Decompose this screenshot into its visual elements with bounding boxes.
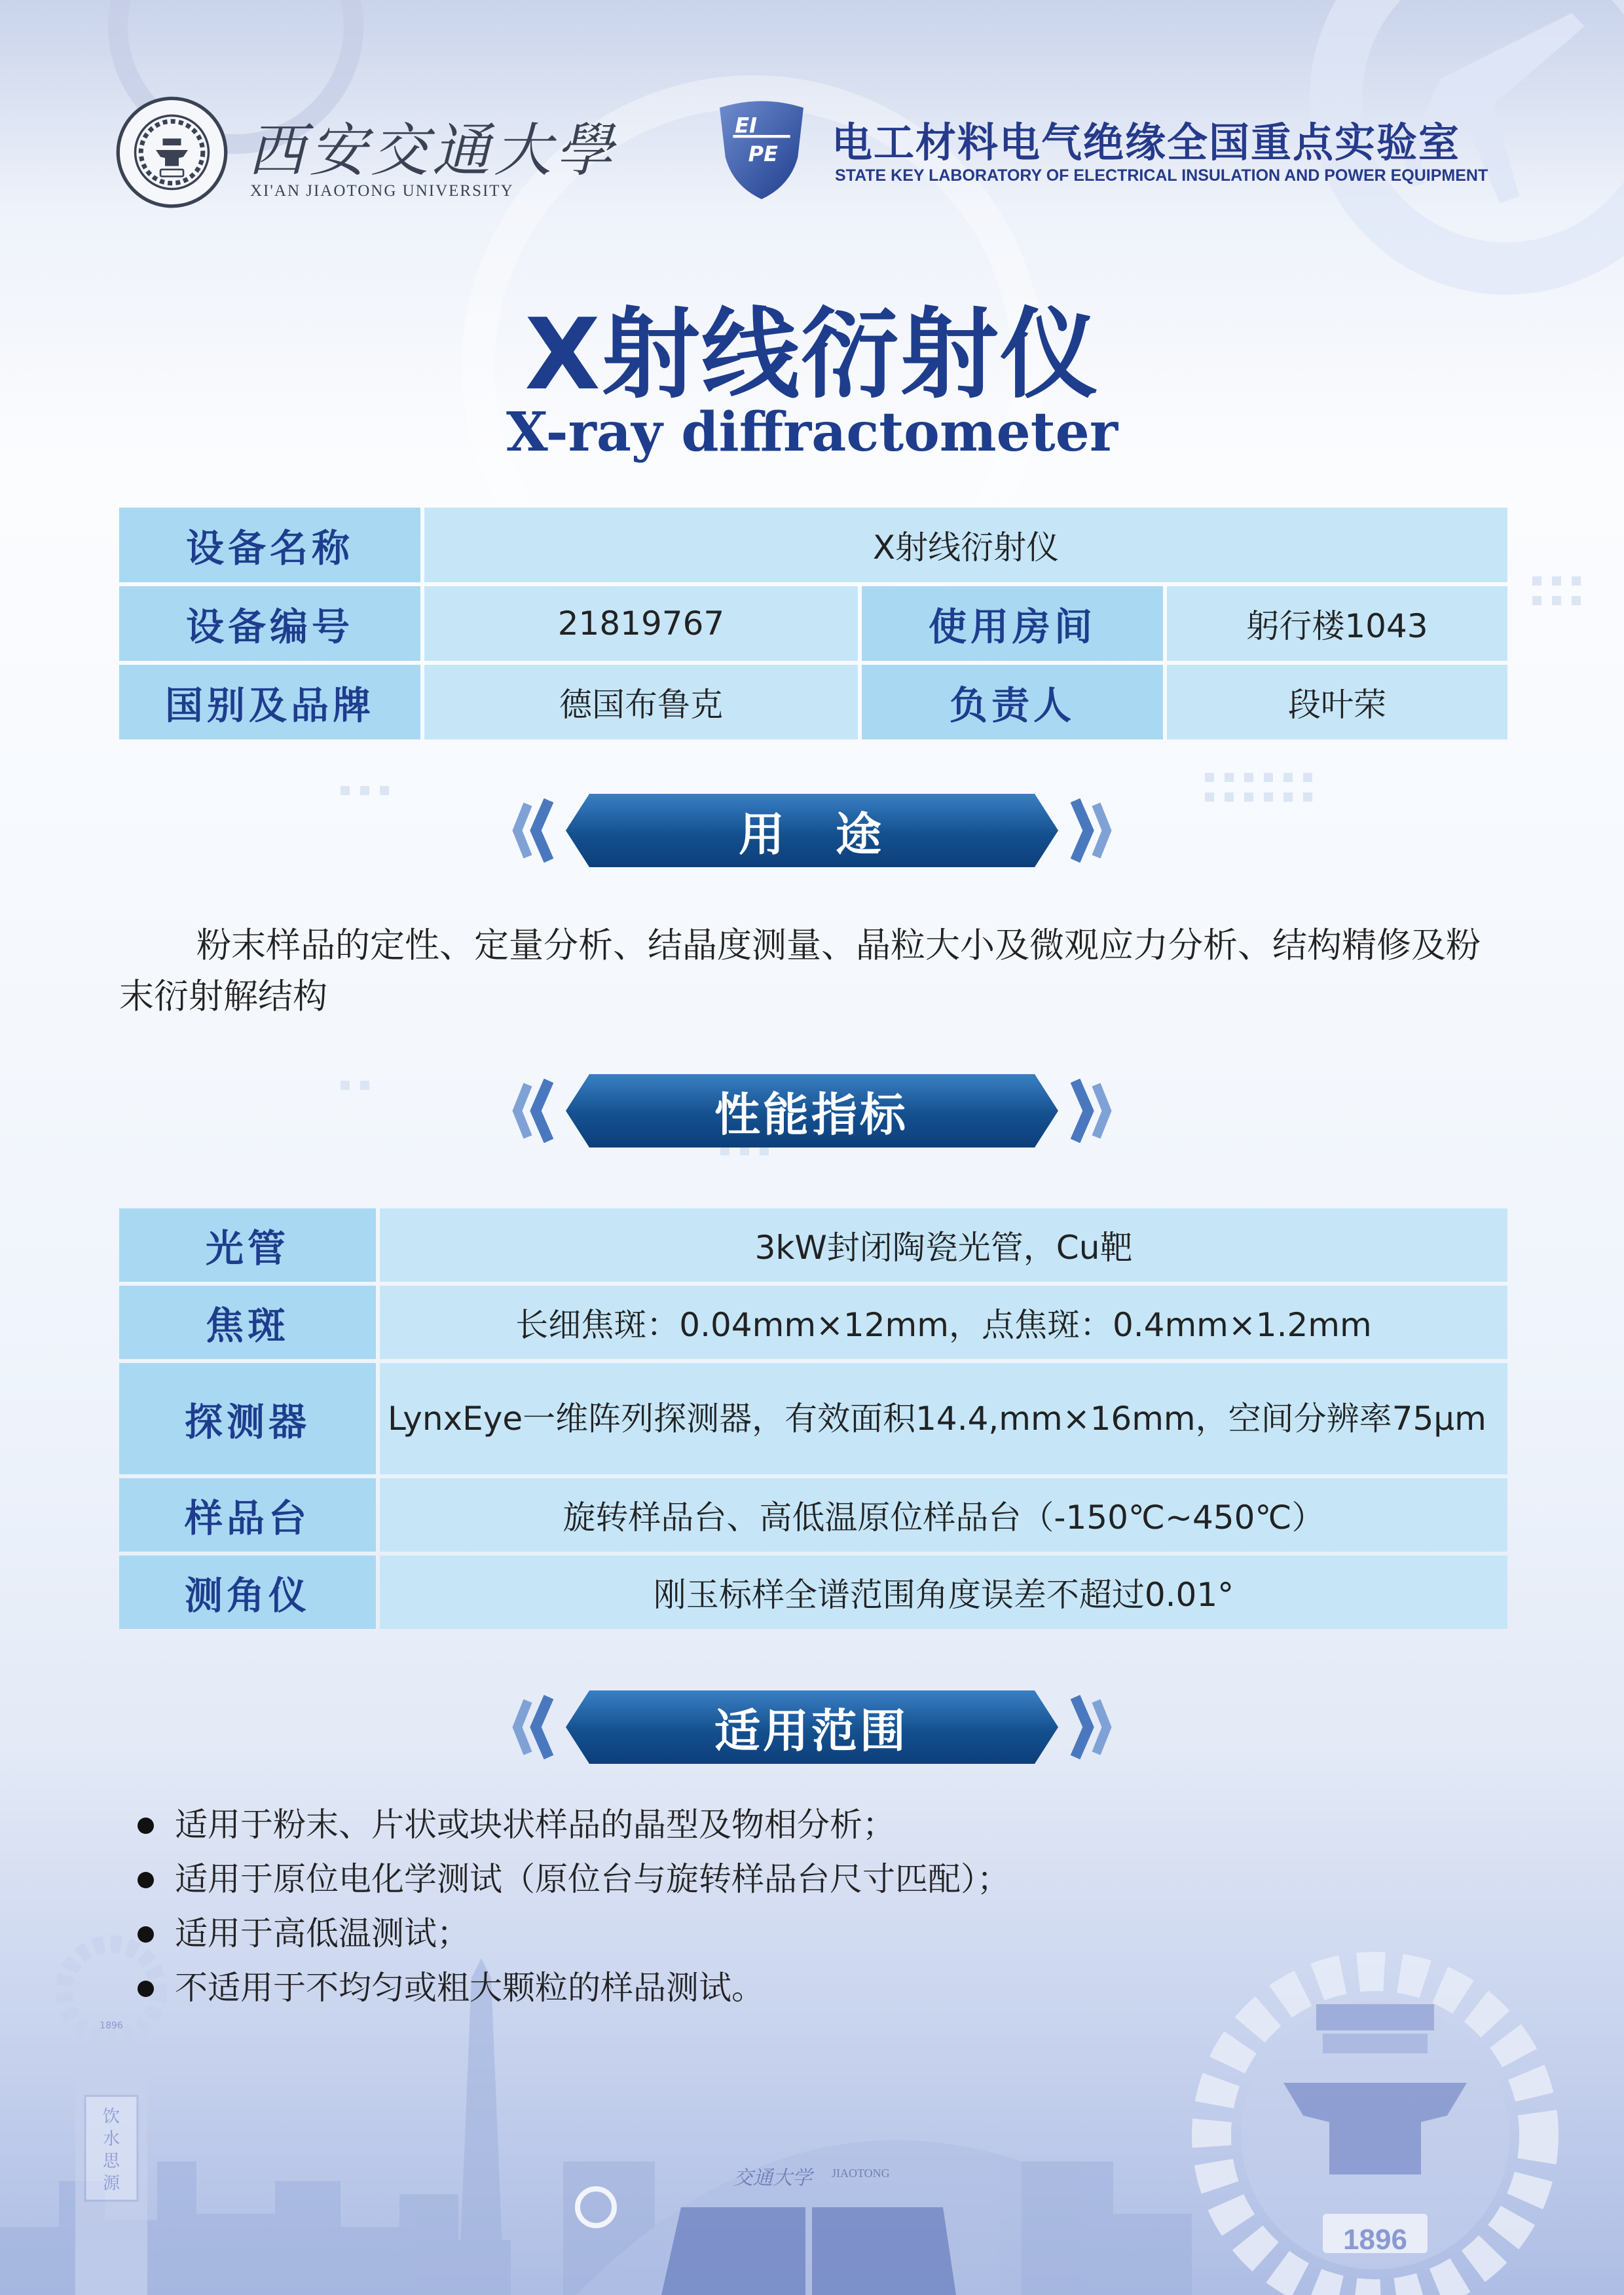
scope-item-text: 适用于原位电化学测试（原位台与旋转样品台尺寸匹配）； (175, 1860, 1010, 1898)
list-item (134, 1852, 1477, 1907)
badge-year: 1896 (1343, 2224, 1407, 2256)
scope-list (134, 1798, 1477, 2015)
room-value: 躬行楼1043 (1167, 586, 1507, 661)
lab-name-en: STATE KEY LABORATORY OF ELECTRICAL INSULATION AND POWER EQUIPMENT (835, 166, 1488, 185)
id-value: 21819767 (424, 586, 858, 661)
spec-label: 光管 (119, 1208, 376, 1282)
svg-text:PE: PE (748, 141, 778, 166)
name-label: 设备名称 (119, 508, 420, 582)
bullet-icon (138, 1872, 154, 1888)
id-label: 设备编号 (119, 586, 420, 661)
page-title-en: X-ray diffractometer (506, 401, 1118, 464)
section-title-specs: 性能指标 (714, 1087, 908, 1142)
bullet-icon (138, 1926, 154, 1943)
monument-text: 饮水思源 (102, 2107, 120, 2193)
svg-text:EI: EI (735, 113, 758, 138)
seal-text-en: JIAOTONG (832, 2167, 890, 2180)
room-label: 使用房间 (862, 586, 1163, 661)
equipment-info-table (119, 508, 1507, 739)
spec-table (119, 1208, 1507, 1633)
scope-item-text: 不适用于不均匀或粗大颗粒的样品测试。 (175, 1969, 764, 2007)
list-item (134, 1907, 1477, 1961)
university-name-en: XI'AN JIAOTONG UNIVERSITY (250, 182, 514, 200)
spec-value: 3kW封闭陶瓷光管，Cu靶 (380, 1208, 1507, 1282)
page-title-cn: X射线衍射仪 (525, 298, 1099, 412)
spec-value: 长细焦斑：0.04mm×12mm，点焦斑：0.4mm×1.2mm (380, 1286, 1507, 1359)
spec-value: 旋转样品台、高低温原位样品台（-150℃~450℃） (380, 1478, 1507, 1552)
person-label: 负责人 (862, 665, 1163, 739)
spec-label: 样品台 (119, 1478, 376, 1552)
usage-paragraph: 粉末样品的定性、定量分析、结晶度测量、晶粒大小及微观应力分析、结构精修及粉末衍射解结构 (119, 925, 1481, 1017)
scope-item-text: 适用于粉末、片状或块状样品的晶型及物相分析； (175, 1806, 895, 1844)
bullet-icon (138, 1981, 154, 1997)
spec-label: 焦斑 (119, 1286, 376, 1359)
list-item (134, 1961, 1477, 2015)
section-title-scope: 适用范围 (714, 1704, 908, 1758)
lab-name-cn: 电工材料电气绝缘全国重点实验室 (832, 119, 1461, 166)
person-value: 段叶荣 (1167, 665, 1507, 739)
scope-item-text: 适用于高低温测试； (175, 1914, 470, 1952)
seal-text: 交通大学 (733, 2167, 812, 2190)
spec-label: 探测器 (119, 1363, 376, 1474)
university-name-cn: 西安交通大學 (248, 117, 618, 184)
xjtu-emblem-icon (115, 95, 229, 210)
lab-shield-icon (712, 98, 811, 203)
bullet-icon (138, 1818, 154, 1834)
brand-value: 德国布鲁克 (424, 665, 858, 739)
spec-value: LynxEye一维阵列探测器，有效面积14.4,mm×16mm，空间分辨率75μm (380, 1363, 1507, 1474)
monument-year: 1896 (100, 2021, 123, 2031)
brand-label: 国别及品牌 (119, 665, 420, 739)
spec-value: 刚玉标样全谱范围角度误差不超过0.01° (380, 1556, 1507, 1629)
spec-label: 测角仪 (119, 1556, 376, 1629)
section-title-usage: 用 途 (739, 807, 884, 861)
list-item (134, 1798, 1477, 1852)
name-value: X射线衍射仪 (424, 508, 1507, 582)
